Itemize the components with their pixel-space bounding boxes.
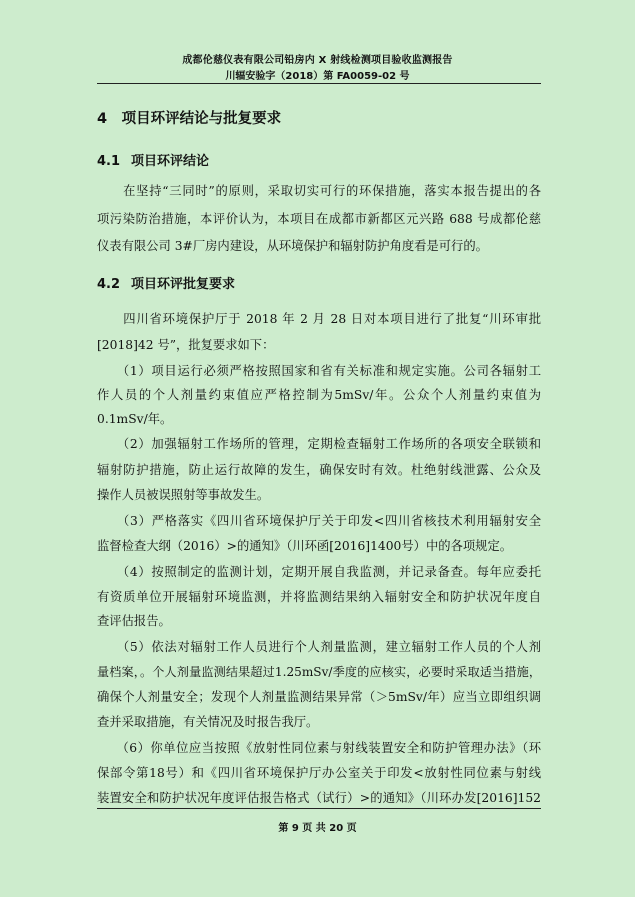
body-line: [2018]42 号”，批复要求如下： [97, 338, 275, 352]
body-line: 查并采取措施，有关情况及时报告我厅。 [97, 715, 319, 729]
subsection-heading-4-1 [97, 150, 209, 169]
page-number: 第 9 页 共 20 页 [278, 823, 357, 834]
body-line: 在坚持“三同时”的原则，采取切实可行的环保措施，落实本报告提出的各 [97, 184, 541, 198]
body-line: 四川省环境保护厅于 2018 年 2 月 28 日对本项目进行了批复“川环审批 [97, 312, 541, 326]
subsection-number: 4.1 [97, 154, 121, 169]
body-line: 项污染防治措施，本评价认为，本项目在成都市新都区元兴路 688 号成都伦慈 [97, 212, 541, 226]
body-line: 查评估报告。 [97, 614, 171, 628]
body-line: 保部令第18号）和《四川省环境保护厅办公室关于印发<放射性同位素与射线 [97, 766, 541, 780]
body-line: （5）依法对辐射工作人员进行个人剂量监测，建立辐射工作人员的个人剂 [97, 640, 541, 654]
header-divider [97, 83, 541, 84]
body-line: （2）加强辐射工作场所的管理，定期检查辐射工作场所的各项安全联锁和 [97, 437, 541, 451]
body-line: 装置安全和防护状况年度评估报告格式（试行）>的通知》（川环办发[2016]152 [97, 791, 541, 805]
body-line: 监督检查大纲（2016）>的通知》（川环函[2016]1400号）中的各项规定。 [97, 539, 513, 553]
subsection-title: 项目环评批复要求 [131, 277, 236, 292]
body-line: 辐射防护措施，防止运行故障的发生，确保安时有效。杜绝射线泄露、公众及 [97, 463, 541, 477]
document-number: 川辐安验字（2018）第 FA0059-02 号 [225, 71, 410, 82]
subsection-heading-4-2 [97, 273, 235, 292]
body-line: 量档案，。个人剂量监测结果超过1.25mSv/季度的应核实，必要时采取适当措施， [97, 665, 541, 679]
body-line: （3）严格落实《四川省环境保护厅关于印发<四川省核技术利用辐射安全 [97, 514, 541, 528]
section-heading [97, 107, 281, 128]
body-line: （4）按照制定的监测计划，定期开展自我监测，并记录备查。每年应委托 [97, 565, 541, 579]
body-line: 0.1mSv/年。 [97, 412, 173, 426]
body-line: （6）你单位应当按照《放射性同位素与射线装置安全和防护管理办法》（环 [97, 741, 541, 755]
body-line: 确保个人剂量安全；发现个人剂量监测结果异常（＞5mSv/年）应当立即组织调 [97, 690, 541, 704]
body-line: 作人员的个人剂量约束值应严格控制为5mSv/年。公众个人剂量约束值为 [97, 388, 541, 402]
body-line: 有资质单位开展辐射环境监测，并将监测结果纳入辐射安全和防护状况年度自 [97, 590, 541, 604]
body-line: 操作人员被误照射等事故发生。 [97, 488, 270, 502]
body-line: （1）项目运行必须严格按照国家和省有关标准和规定实施。公司各辐射工 [97, 364, 541, 378]
section-heading-text: 4 项目环评结论与批复要求 [97, 111, 282, 127]
footer-divider [97, 808, 541, 809]
body-line: 仪表有限公司 3#厂房内建设，从环境保护和辐射防护角度看是可行的。 [97, 239, 488, 253]
report-title: 成都伦慈仪表有限公司铅房内 X 射线检测项目验收监测报告 [182, 55, 453, 66]
subsection-title: 项目环评结论 [131, 154, 210, 169]
subsection-number: 4.2 [97, 277, 121, 292]
